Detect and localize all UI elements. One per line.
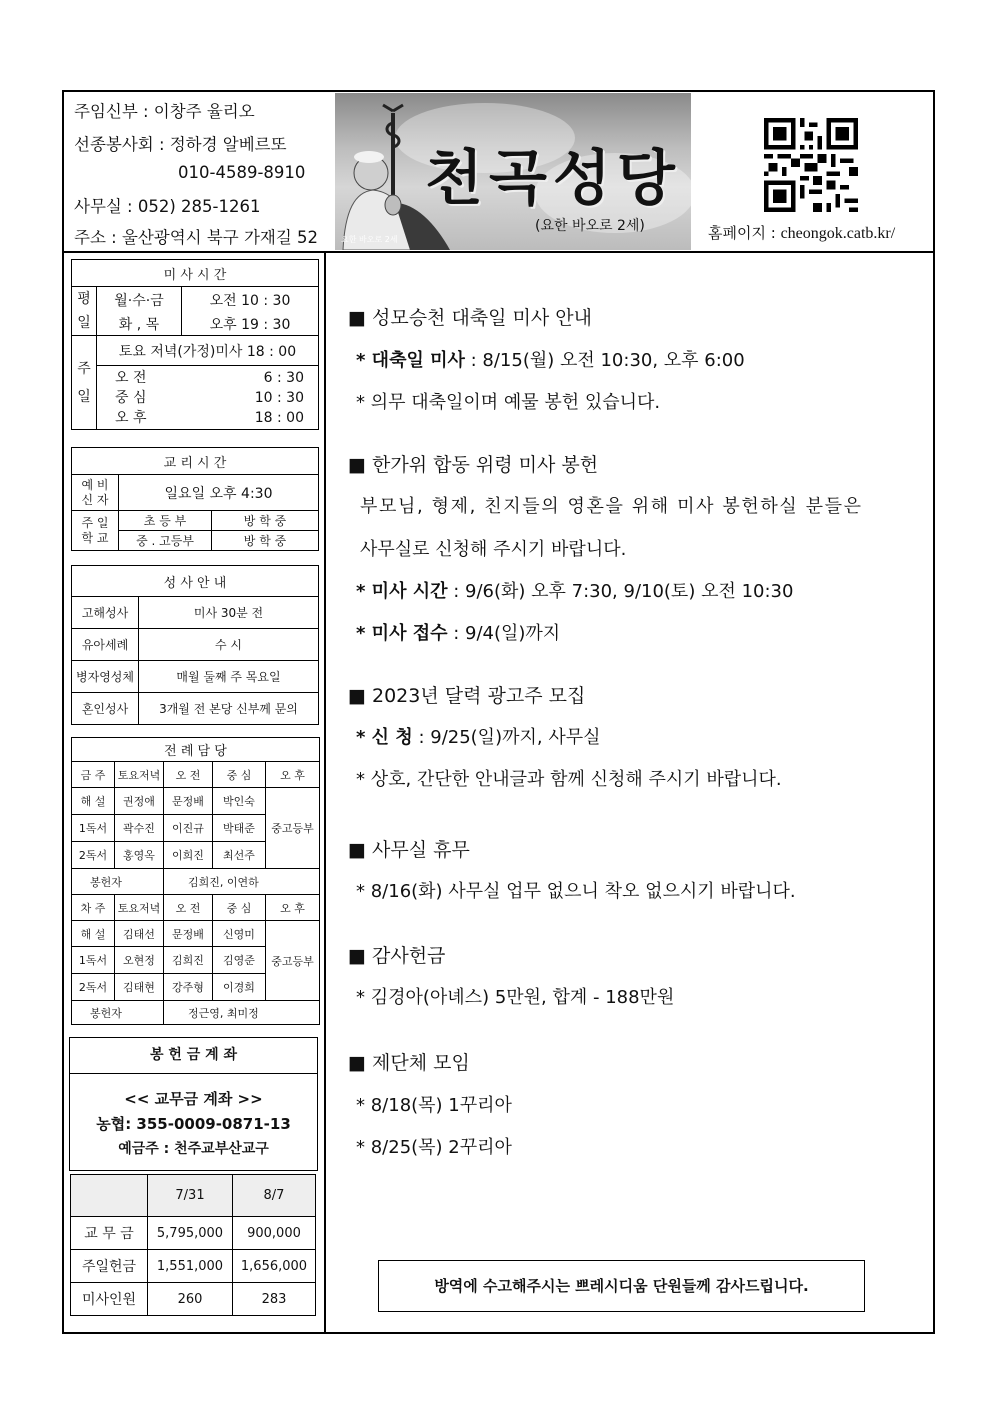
minister: 이경희: [213, 974, 266, 1001]
offering-names: 김희진, 이연하: [164, 869, 320, 895]
liturgy-table: [71, 737, 320, 1025]
minister: 박인숙: [213, 788, 266, 815]
notice-line: * 미사 접수 : 9/4(일)까지: [356, 623, 561, 644]
notice-line: * 대축일 미사 : 8/15(월) 오전 10:30, 오후 6:00: [356, 350, 745, 371]
week-head: 오 후: [266, 895, 320, 921]
weekday-days: 월·수·금: [97, 287, 182, 313]
council-info: 선종봉사회 : 정하경 알베르또: [74, 135, 287, 154]
mass-times-table: [71, 259, 319, 430]
minister: 신영미: [213, 921, 266, 947]
notice-title: ■ 성모승천 대축일 미사 안내: [348, 307, 593, 329]
finance-value: 283: [233, 1283, 316, 1316]
homepage-url[interactable]: cheongok.catb.kr/: [780, 225, 896, 242]
finance-label: 미사인원: [71, 1283, 148, 1316]
sacrament-info: 3개월 전 본당 신부께 문의: [139, 693, 319, 725]
finance-column-date: 7/31: [148, 1175, 233, 1217]
photo-caption: 요한 바오로 2세: [341, 235, 398, 244]
sacrament-info: 미사 30분 전: [139, 597, 319, 629]
minister: 김태현: [115, 974, 164, 1001]
minister: 강주형: [164, 974, 213, 1001]
liturgy-title: 전 례 담 당: [72, 738, 320, 762]
finance-value: 1,656,000: [233, 1250, 316, 1283]
weekday-label: 평 일: [72, 287, 97, 336]
notice-line: * 의무 대축일이며 예물 봉헌 있습니다.: [356, 392, 661, 413]
catechumen-time: 일요일 오후 4:30: [119, 475, 319, 511]
sacrament-name: 고해성사: [72, 597, 139, 629]
weekday-time: 오후 19 : 30: [182, 312, 319, 335]
finance-column-date: 8/7: [233, 1175, 316, 1217]
sunday-masses: 오 전 6 : 30 중 심 10 : 30 오 후 18 : 00: [97, 366, 319, 430]
sacrament-info: 수 시: [139, 629, 319, 661]
notice-line: 사무실로 신청해 주시기 바랍니다.: [360, 539, 627, 560]
minister: 문정배: [164, 788, 213, 815]
notice-line: * 상호, 간단한 안내글과 함께 신청해 주시기 바랍니다.: [356, 769, 782, 790]
role: 해 설: [72, 921, 115, 947]
notice-title: ■ 2023년 달력 광고주 모집: [348, 685, 586, 707]
week-head: 중 심: [213, 895, 266, 921]
qr-code-icon[interactable]: [764, 118, 858, 212]
mass-times-title: 미 사 시 간: [72, 260, 319, 287]
catechism-title: 교 리 시 간: [72, 448, 319, 475]
minister: 김영준: [213, 947, 266, 974]
account-number: 농협: 355-0009-0871-13: [96, 1115, 291, 1133]
role: 2독서: [72, 974, 115, 1001]
finance-value: 1,551,000: [148, 1250, 233, 1283]
notice-line: * 8/18(목) 1꾸리아: [356, 1095, 512, 1116]
week-head: 금 주: [72, 762, 115, 788]
homepage[interactable]: [708, 222, 895, 243]
finance-label: 주일헌금: [71, 1250, 148, 1283]
church-patron: (요한 바오로 2세): [535, 218, 645, 234]
week-head: 오 후: [266, 762, 320, 788]
account-heading: << 교무금 계좌 >>: [124, 1090, 263, 1108]
saturday-mass: 토요 저녁(가정)미사 18 : 00: [97, 336, 319, 366]
sunday-school-label: 주 일 학 교: [72, 511, 119, 551]
minister: 이진규: [164, 815, 213, 842]
week-head: 오 전: [164, 762, 213, 788]
homepage-label: 홈페이지 :: [708, 224, 776, 242]
minister: 문정배: [164, 921, 213, 947]
minister: 권정애: [115, 788, 164, 815]
minister: 오현정: [115, 947, 164, 974]
finance-table: [70, 1174, 316, 1316]
offering-label: 봉헌자: [72, 869, 164, 895]
account-title: 봉 헌 금 계 좌: [70, 1038, 317, 1074]
minister: 최선주: [213, 842, 266, 869]
weekday-time: 오전 10 : 30: [182, 287, 319, 313]
account-holder: 예금주 : 천주교부산교구: [118, 1141, 269, 1157]
finance-label: 교 무 금: [71, 1217, 148, 1250]
sacrament-name: 병자영성체: [72, 661, 139, 693]
week-head: 토요저녁: [115, 762, 164, 788]
minister: 김희진: [164, 947, 213, 974]
notice-line: 부모님, 형제, 친지들의 영혼을 위해 미사 봉헌하실 분들은: [360, 496, 863, 517]
notice-title: ■ 한가위 합동 위령 미사 봉헌: [348, 454, 599, 476]
catechumen-label: 예 비 신 자: [72, 475, 119, 511]
notice-line: * 8/16(화) 사무실 업무 없으니 착오 없으시기 바랍니다.: [356, 881, 796, 902]
office-phone: 사무실 : 052) 285-1261: [74, 197, 261, 216]
sunday-label: 주 일: [72, 336, 97, 430]
role: 1독서: [72, 947, 115, 974]
pm-group: 중고등부: [266, 788, 320, 869]
minister: 곽수진: [115, 815, 164, 842]
finance-corner: [71, 1175, 148, 1217]
finance-value: 5,795,000: [148, 1217, 233, 1250]
church-banner: [335, 93, 691, 250]
week-head: 중 심: [213, 762, 266, 788]
sacrament-name: 혼인성사: [72, 693, 139, 725]
role: 2독서: [72, 842, 115, 869]
footer-notice: 방역에 수고해주시는 쁘레시디움 단원들께 감사드립니다.: [378, 1260, 865, 1312]
header-divider: [62, 251, 935, 253]
church-address: 주소 : 울산광역시 북구 가재길 52: [74, 228, 319, 247]
notice-title: ■ 감사헌금: [348, 945, 446, 967]
sacrament-info: 매월 둘째 주 목요일: [139, 661, 319, 693]
week-head: 차 주: [72, 895, 115, 921]
minister: 이희진: [164, 842, 213, 869]
notice-line: * 김경아(아녜스) 5만원, 합계 - 188만원: [356, 987, 675, 1008]
notice-line: * 신 청 : 9/25(일)까지, 사무실: [356, 727, 601, 748]
sacraments-title: 성 사 안 내: [72, 566, 319, 597]
catechism-table: [71, 447, 319, 551]
notice-line: * 미사 시간 : 9/6(화) 오후 7:30, 9/10(토) 오전 10:30: [356, 581, 794, 602]
week-head: 토요저녁: [115, 895, 164, 921]
offering-label: 봉헌자: [72, 1001, 164, 1025]
weekday-days: 화 , 목: [97, 312, 182, 335]
minister: 김태선: [115, 921, 164, 947]
notice-title: ■ 제단체 모임: [348, 1052, 470, 1074]
minister: 박태준: [213, 815, 266, 842]
role: 해 설: [72, 788, 115, 815]
notice-line: * 8/25(목) 2꾸리아: [356, 1137, 512, 1158]
council-phone: 010-4589-8910: [178, 163, 306, 182]
pm-group: 중고등부: [266, 921, 320, 1001]
finance-value: 260: [148, 1283, 233, 1316]
school-status: 방 학 중: [212, 511, 319, 531]
church-name: 천곡성당: [425, 144, 681, 214]
school-group: 초 등 부: [119, 511, 212, 531]
offering-names: 정근영, 최미정: [164, 1001, 320, 1025]
role: 1독서: [72, 815, 115, 842]
sacrament-name: 유아세례: [72, 629, 139, 661]
sacraments-table: [71, 565, 319, 725]
school-group: 중 . 고등부: [119, 531, 212, 551]
finance-value: 900,000: [233, 1217, 316, 1250]
account-box: [69, 1037, 318, 1171]
minister: 홍영옥: [115, 842, 164, 869]
week-head: 오 전: [164, 895, 213, 921]
school-status: 방 학 중: [212, 531, 319, 551]
column-divider: [324, 251, 326, 1334]
pastor-info: 주임신부 : 이창주 율리오: [74, 102, 255, 121]
notice-title: ■ 사무실 휴무: [348, 839, 470, 861]
